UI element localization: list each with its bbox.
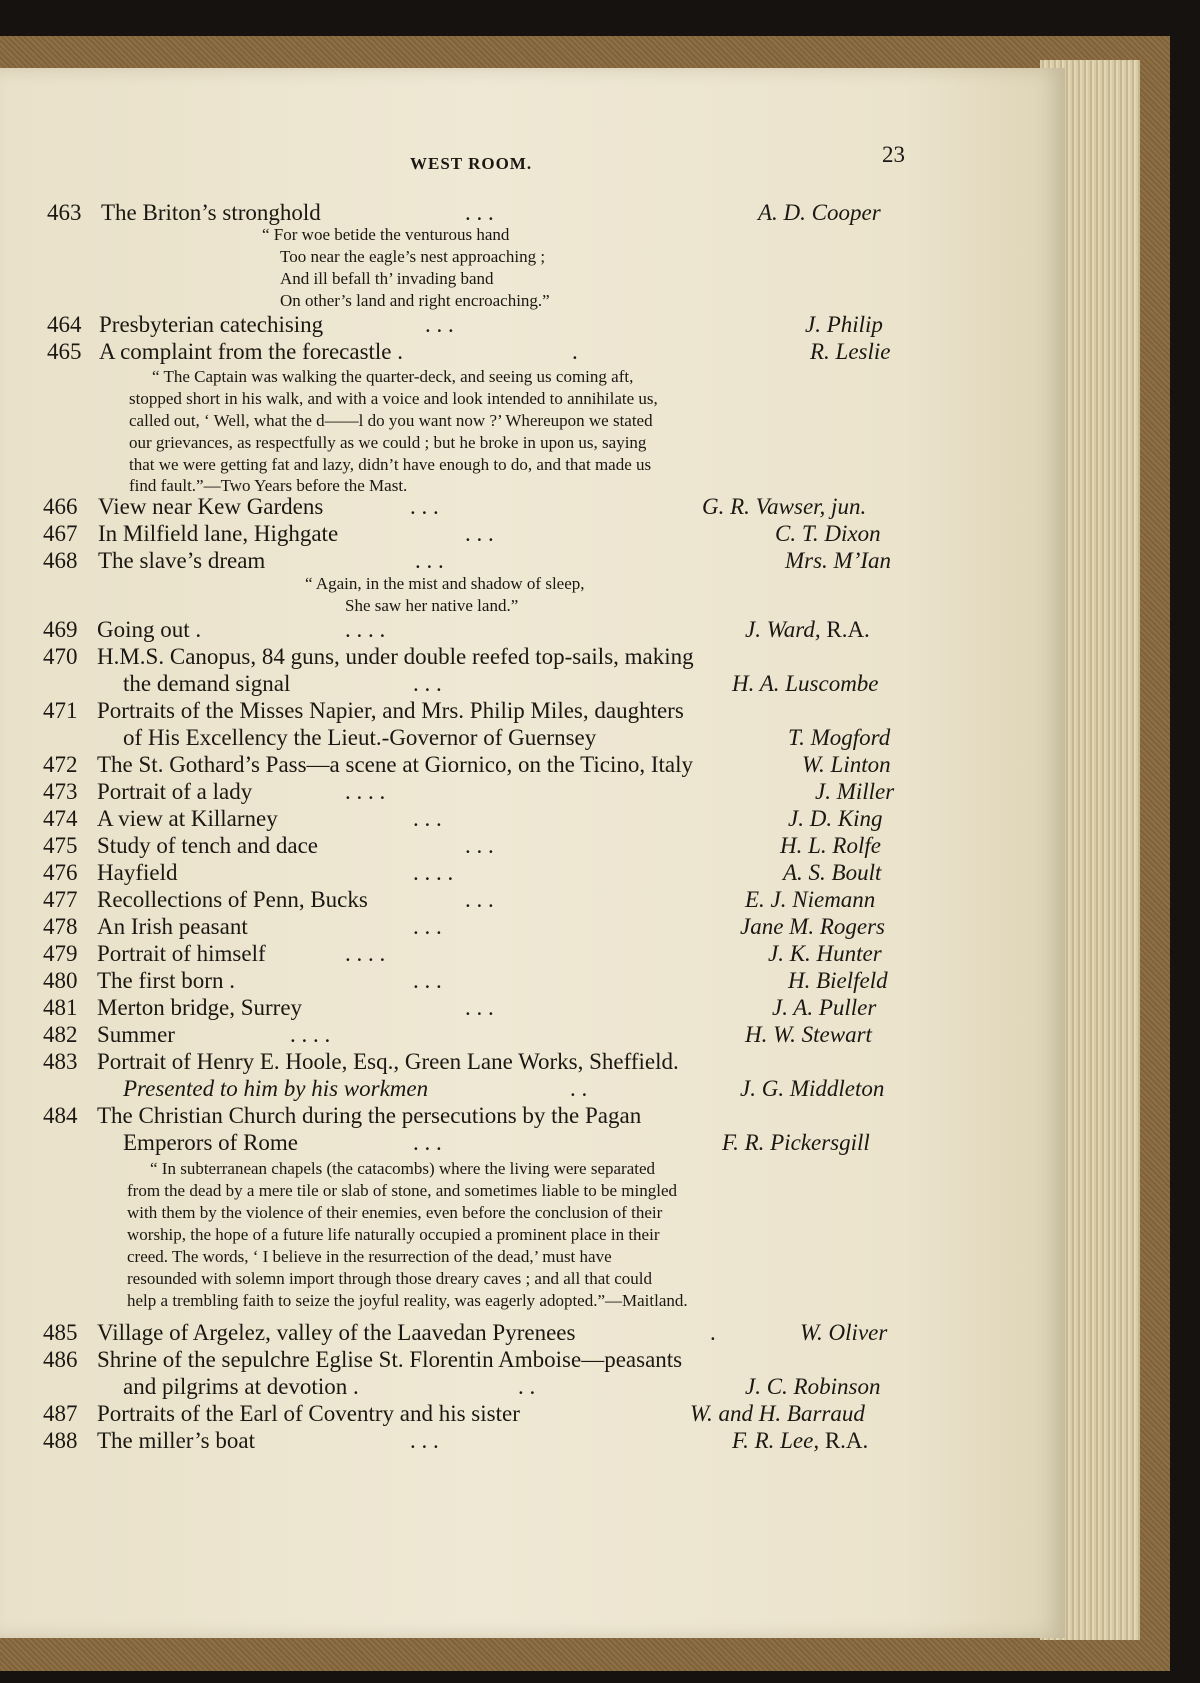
entry-artist: E. J. Niemann	[745, 887, 876, 912]
leader-dots: . . .	[465, 521, 494, 546]
catalogue-entry	[0, 968, 1065, 996]
catalogue-entry	[0, 860, 1065, 888]
entry-artist: J. K. Hunter	[768, 941, 882, 966]
catalogue-entry	[0, 1022, 1065, 1050]
catalogue-entry	[0, 752, 1065, 780]
quote-line: She saw her native land.”	[345, 596, 519, 615]
quote-line: find fault.”—Two Years before the Mast.	[129, 476, 408, 495]
entry-number: 487	[43, 1401, 78, 1426]
catalogue-entry	[0, 1401, 1065, 1429]
quote-line: “ The Captain was walking the quarter-deck, and seeing us coming aft,	[152, 367, 634, 386]
catalogue-entry	[0, 995, 1065, 1023]
catalogue-entry	[0, 887, 1065, 915]
entry-title: Portrait of himself	[97, 941, 266, 966]
entry-artist: H. A. Luscombe	[732, 671, 879, 696]
leader-dots: . . .	[413, 1130, 442, 1155]
catalogue-entry	[0, 200, 1065, 228]
leader-dots: . . .	[413, 671, 442, 696]
entry-number: 470	[43, 644, 78, 669]
catalogue-entry	[0, 941, 1065, 969]
entry-artist: A. D. Cooper	[758, 200, 881, 225]
entry-number: 482	[43, 1022, 78, 1047]
entry-title: A view at Killarney	[97, 806, 278, 831]
quote-line: Too near the eagle’s nest approaching ;	[280, 247, 546, 266]
entry-title: Portraits of the Earl of Coventry and his sister	[97, 1401, 520, 1426]
leader-dots: . . .	[413, 914, 442, 939]
entry-artist: Mrs. M’Ian	[785, 548, 892, 573]
entry-artist: J. G. Middleton	[740, 1076, 885, 1101]
quote-line: our grievances, as respectfully as we could ; but he broke in upon us, saying	[129, 433, 647, 452]
leader-dots: . .	[570, 1076, 588, 1101]
quote-line: “ For woe betide the venturous hand	[262, 225, 510, 244]
entry-artist: W. and H. Barraud	[690, 1401, 865, 1426]
leader-dots: . . . .	[345, 617, 386, 642]
page-number: 23	[882, 142, 905, 167]
quote-line: from the dead by a mere tile or slab of stone, and sometimes liable to be mingled	[127, 1181, 677, 1200]
entry-title: Presbyterian catechising	[99, 312, 324, 337]
entry-title: of His Excellency the Lieut.-Governor of Guernsey	[123, 725, 597, 750]
leader-dots: . . .	[415, 548, 444, 573]
artist-name: F. R. Lee,	[732, 1428, 820, 1453]
catalogue-entry	[0, 1320, 1065, 1348]
entry-artist	[732, 1428, 868, 1454]
quote-line: that we were getting fat and lazy, didn’t have enough to do, and that made us	[129, 455, 652, 474]
catalogue-entry-continuation	[0, 671, 1065, 699]
entry-number: 469	[43, 617, 78, 642]
entry-title: Merton bridge, Surrey	[97, 995, 303, 1020]
leader-dots: . .	[518, 1374, 536, 1399]
entry-title: The Briton’s stronghold	[101, 200, 321, 225]
catalogue-entry	[0, 494, 1065, 522]
catalogue-entry	[0, 1428, 1065, 1456]
entry-number: 465	[47, 339, 82, 364]
entry-number: 483	[43, 1049, 78, 1074]
entry-artist: H. W. Stewart	[745, 1022, 872, 1047]
leader-dots: . . . .	[290, 1022, 331, 1047]
entry-title: Presented to him by his workmen	[123, 1076, 429, 1101]
catalogue-entry-continuation	[0, 1130, 1065, 1158]
entry-number: 488	[43, 1428, 78, 1453]
leader-dots: . . . .	[345, 779, 386, 804]
entry-number: 486	[43, 1347, 78, 1372]
entry-artist: J. C. Robinson	[745, 1374, 881, 1399]
entry-artist: T. Mogford	[788, 725, 891, 750]
leader-dots: . . .	[465, 200, 494, 225]
catalogue-entry	[0, 548, 1065, 576]
entry-number: 474	[43, 806, 78, 831]
entry-title: The Christian Church during the persecutions by the Pagan	[97, 1103, 642, 1128]
catalogue-entry	[0, 617, 1065, 645]
leader-dots: . . .	[425, 312, 454, 337]
entry-title: and pilgrims at devotion .	[123, 1374, 359, 1399]
entry-number: 472	[43, 752, 78, 777]
entry-number: 478	[43, 914, 78, 939]
quote-line: resounded with solemn import through those dreary caves ; and all that could	[127, 1269, 652, 1288]
catalogue-entry	[0, 339, 1065, 367]
entry-title: The slave’s dream	[98, 548, 266, 573]
quote-line: help a trembling faith to seize the joyful reality, was eagerly adopted.”—Maitland.	[127, 1291, 688, 1310]
catalogue-entry	[0, 698, 1065, 726]
leader-dots: . . .	[413, 968, 442, 993]
entry-number: 480	[43, 968, 78, 993]
catalogue-entry	[0, 806, 1065, 834]
entry-number: 467	[43, 521, 78, 546]
quote-line: stopped short in his walk, and with a voice and look intended to annihilate us,	[129, 389, 658, 408]
leader-dots: .	[710, 1320, 716, 1345]
artist-name: J. Ward,	[745, 617, 821, 642]
entry-number: 475	[43, 833, 78, 858]
leader-dots: . . .	[413, 806, 442, 831]
catalogue-entry	[0, 644, 1065, 672]
entry-title: Summer	[97, 1022, 175, 1047]
catalogue-entry-continuation	[0, 1374, 1065, 1402]
entry-artist: H. Bielfeld	[788, 968, 888, 993]
leader-dots: . . . .	[413, 860, 454, 885]
quote-line: called out, ‘ Well, what the d——l do you want now ?’ Whereupon we stated	[129, 411, 653, 430]
catalogue-entry-continuation	[0, 725, 1065, 753]
entry-number: 468	[43, 548, 78, 573]
entry-artist: G. R. Vawser, jun.	[702, 494, 867, 519]
entry-number: 484	[43, 1103, 78, 1128]
entry-artist: W. Linton	[802, 752, 891, 777]
entry-artist: J. Philip	[805, 312, 883, 337]
entry-title: A complaint from the forecastle .	[99, 339, 404, 364]
entry-artist: J. A. Puller	[772, 995, 877, 1020]
quote-line: “ Again, in the mist and shadow of sleep,	[305, 574, 585, 593]
entry-number: 464	[47, 312, 82, 337]
entry-artist: J. Miller	[815, 779, 895, 804]
entry-number: 463	[47, 200, 82, 225]
entry-title: H.M.S. Canopus, 84 guns, under double reefed top-sails, making	[97, 644, 694, 669]
catalogue-entry	[0, 1103, 1065, 1131]
entry-number: 481	[43, 995, 78, 1020]
entry-title: An Irish peasant	[97, 914, 248, 939]
entry-number: 485	[43, 1320, 78, 1345]
quote-line: worship, the hope of a future life naturally occupied a prominent place in their	[127, 1225, 660, 1244]
artist-suffix: R.A.	[824, 1428, 869, 1453]
leader-dots: . . .	[465, 995, 494, 1020]
entry-title: Shrine of the sepulchre Eglise St. Florentin Amboise—peasants	[97, 1347, 683, 1372]
entry-title: Portrait of a lady	[97, 779, 253, 804]
quote-line: with them by the violence of their enemies, even before the conclusion of their	[127, 1203, 663, 1222]
quote-line: On other’s land and right encroaching.”	[280, 291, 550, 310]
entry-number: 476	[43, 860, 78, 885]
entry-artist: J. D. King	[788, 806, 883, 831]
entry-artist: W. Oliver	[800, 1320, 888, 1345]
entry-title: Emperors of Rome	[123, 1130, 299, 1155]
entry-title: The first born .	[97, 968, 235, 993]
entry-number: 473	[43, 779, 78, 804]
catalogue-entry	[0, 1347, 1065, 1375]
entry-title: Study of tench and dace	[97, 833, 318, 858]
artist-suffix: R.A.	[826, 617, 870, 642]
entry-artist: C. T. Dixon	[775, 521, 881, 546]
entry-title: Going out .	[97, 617, 202, 642]
entry-title: The miller’s boat	[97, 1428, 255, 1453]
entry-artist: H. L. Rolfe	[780, 833, 881, 858]
entry-title: Portraits of the Misses Napier, and Mrs. Philip Miles, daughters	[97, 698, 684, 723]
entry-title: The St. Gothard’s Pass—a scene at Giornico, on the Ticino, Italy	[97, 752, 694, 777]
entry-artist	[745, 617, 870, 643]
catalogue-entry-continuation	[0, 1076, 1065, 1104]
catalogue-entry	[0, 914, 1065, 942]
entry-artist: F. R. Pickersgill	[722, 1130, 870, 1155]
catalogue-entry	[0, 779, 1065, 807]
quote-line: creed. The words, ‘ I believe in the resurrection of the dead,’ must have	[127, 1247, 612, 1266]
entry-title: Portrait of Henry E. Hoole, Esq., Green Lane Works, Sheffield.	[97, 1049, 679, 1074]
catalogue-entry	[0, 312, 1065, 340]
leader-dots: .	[572, 339, 578, 364]
leader-dots: . . .	[465, 887, 494, 912]
entry-artist: A. S. Boult	[783, 860, 882, 885]
catalogue-entry	[0, 521, 1065, 549]
page-header	[0, 142, 1065, 180]
entry-number: 466	[43, 494, 78, 519]
entry-title: In Milfield lane, Highgate	[98, 521, 339, 546]
entry-artist: Jane M. Rogers	[740, 914, 885, 939]
leader-dots: . . .	[465, 833, 494, 858]
entry-title: Village of Argelez, valley of the Laavedan Pyrenees	[97, 1320, 576, 1345]
entry-number: 477	[43, 887, 78, 912]
quote-line: “ In subterranean chapels (the catacombs) where the living were separated	[150, 1159, 656, 1178]
catalogue-entry	[0, 1049, 1065, 1077]
entry-title: View near Kew Gardens	[98, 494, 324, 519]
quote-line: And ill befall th’ invading band	[280, 269, 494, 288]
entry-title: Hayfield	[97, 860, 178, 885]
entry-number: 479	[43, 941, 78, 966]
entry-number: 471	[43, 698, 78, 723]
leader-dots: . . . .	[345, 941, 386, 966]
entry-title: the demand signal	[123, 671, 291, 696]
entry-title: Recollections of Penn, Bucks	[97, 887, 368, 912]
running-title: WEST ROOM.	[410, 154, 533, 173]
leader-dots: . . .	[410, 1428, 439, 1453]
leader-dots: . . .	[410, 494, 439, 519]
catalogue-entry	[0, 833, 1065, 861]
entry-artist: R. Leslie	[810, 339, 891, 364]
